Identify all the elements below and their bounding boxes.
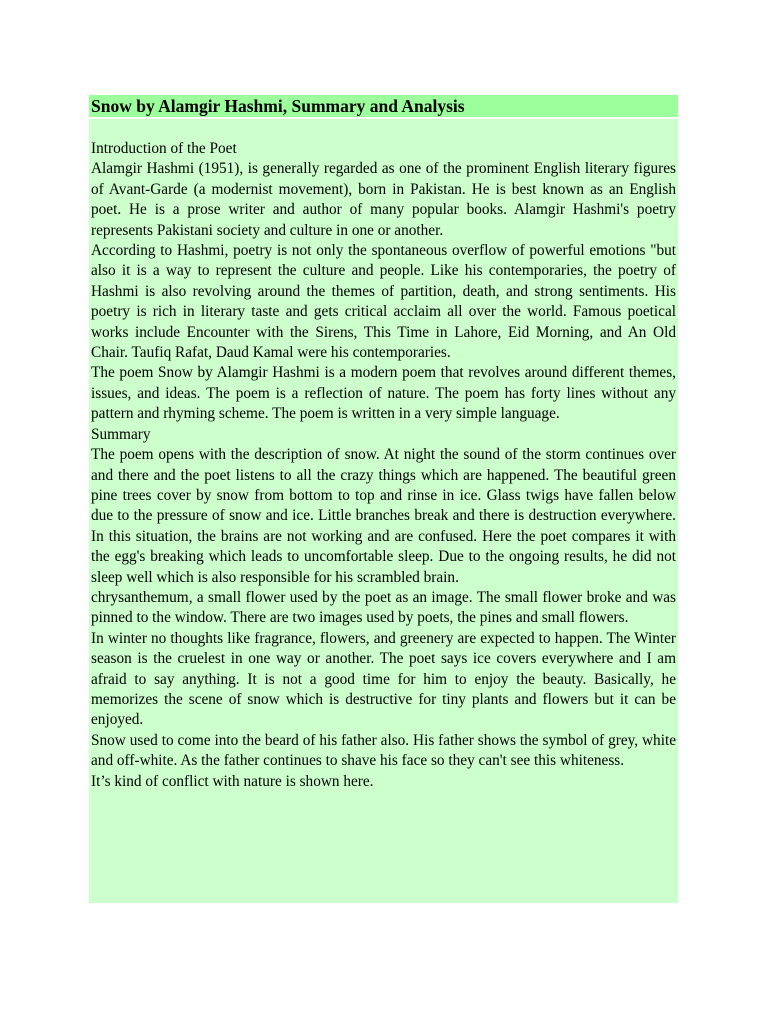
summary-paragraph-1: The poem opens with the description of snow. At night the sound of the storm continues over and there and the poet listens to all the crazy things which are happened. The beautiful green pine trees cover by snow from bottom to top and rinse in ice. Glass twigs have fallen below due to the pressure of snow and ice. Little branches break and there is destruction everywhere. In this situation, the brains are not working and are confused. Here the poet compares it with the egg's breaking which leads to uncomfortable sleep. Due to the ongoing results, he did not sleep well which is also responsible for his scrambled brain. — [91, 446, 676, 586]
intro-paragraph-3: The poem Snow by Alamgir Hashmi is a modern poem that revolves around different themes, issues, and ideas. The poem is a reflection of nature. The poem has forty lines without any pattern and rhyming scheme. The poem is written in a very simple language. — [91, 364, 676, 423]
intro-heading: Introduction of the Poet — [91, 140, 237, 157]
summary-heading: Summary — [91, 425, 151, 443]
summary-paragraph-5: It’s kind of conflict with nature is shown here. — [91, 772, 374, 790]
document-title: Snow by Alamgir Hashmi, Summary and Analysis — [89, 95, 678, 117]
document-body — [89, 119, 678, 903]
intro-paragraph-1: Alamgir Hashmi (1951), is generally regarded as one of the prominent English literary figures of Avant-Garde (a modernist movement), born in Pakistan. He is best known as an English poet. He is a prose writer and author of many popular books. Alamgir Hashmi's poetry represents Pakistani society and culture in one or another. — [91, 160, 676, 239]
summary-paragraph-4: Snow used to come into the beard of his father also. His father shows the symbol of grey, white and off-white. As the father continues to shave his face so they can't see this whiteness. — [91, 731, 676, 770]
summary-paragraph-3: In winter no thoughts like fragrance, flowers, and greenery are expected to happen. The Winter season is the cruelest in one way or another. The poet says ice covers everywhere and I am afraid to say anything. It is not a good time for him to enjoy the beauty. Basically, he memorizes the scene of snow which is destructive for tiny plants and flowers but it can be enjoyed. — [91, 629, 676, 729]
intro-paragraph-2: According to Hashmi, poetry is not only the spontaneous overflow of powerful emotions "but also it is a way to represent the culture and people. Like his contemporaries, the poetry of Hashmi is also revolving around the themes of partition, death, and strong sentiments. His poetry is rich in literary taste and gets critical acclaim all over the world. Famous poetical works include Encounter with the Sirens, This Time in Lahore, Eid Morning, and An Old Chair. Taufiq Rafat, Daud Kamal were his contemporaries. — [91, 242, 676, 362]
summary-paragraph-2: chrysanthemum, a small flower used by the poet as an image. The small flower broke and was pinned to the window. There are two images used by poets, the pines and small flowers. — [91, 588, 676, 627]
document-page — [89, 95, 678, 903]
